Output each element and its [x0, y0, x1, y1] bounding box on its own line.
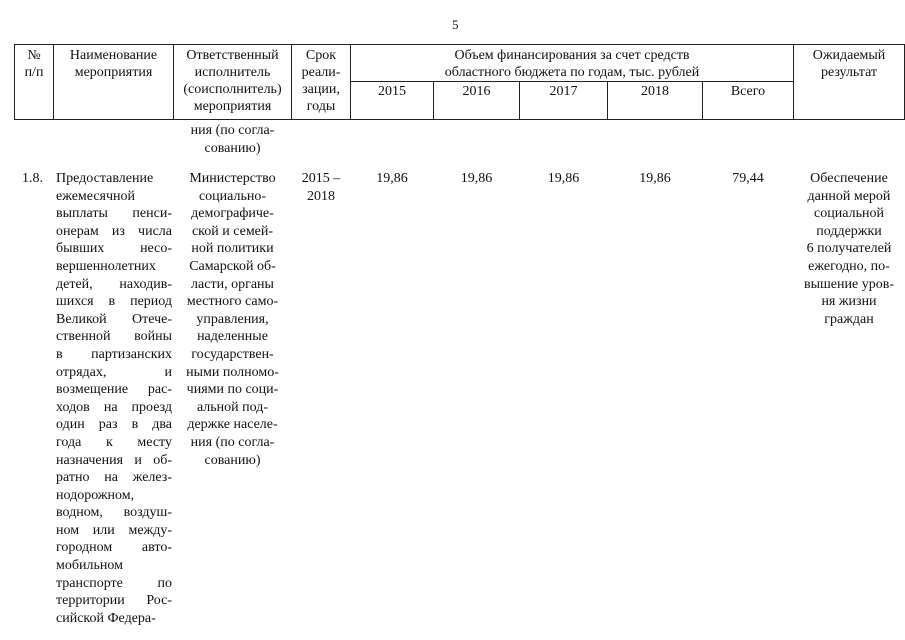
- years-divider: [350, 81, 793, 82]
- result-line: Обеспечение: [810, 171, 888, 186]
- header-col-responsible: Ответственный исполнитель (соисполнитель) мероприятия: [183, 48, 282, 114]
- header-bottom-border: [14, 119, 905, 120]
- responsible-line: государствен-: [191, 346, 274, 362]
- activity-name: [56, 170, 172, 627]
- responsible-line: демографиче-: [191, 206, 274, 222]
- term-line: 2015 –: [301, 171, 341, 186]
- result-line: поддержки: [816, 223, 882, 239]
- responsible-line: ской и семей-: [191, 223, 274, 239]
- activity-name-line: Предоставление: [56, 171, 154, 186]
- header-year-2016: 2016: [462, 84, 491, 99]
- responsible-line: чиями по соци-: [186, 382, 279, 398]
- activity-name-line: водном, воздуш-: [56, 505, 172, 521]
- activity-name-line: городном авто-: [56, 540, 172, 556]
- activity-name-line: нодорожном,: [56, 487, 135, 503]
- responsible-line: управления,: [196, 311, 269, 327]
- responsible-line: наделенные: [197, 329, 268, 345]
- activity-name-line: ном или между-: [56, 522, 172, 538]
- header-col-name: Наименование мероприятия: [69, 48, 158, 80]
- activity-name-line: мобильном: [56, 558, 123, 574]
- header-year-2017: 2017: [549, 84, 578, 99]
- responsible-continuation: ния (по согла- сованию): [190, 123, 275, 156]
- responsible-line: ной политики: [191, 241, 274, 257]
- activity-name-line: возмещение рас-: [56, 382, 172, 398]
- expected-result: [794, 170, 904, 328]
- activity-name-line: сийской Федера-: [56, 610, 156, 626]
- activity-name-line: шихся в период: [56, 294, 172, 310]
- value-2017: 19,86: [547, 171, 580, 186]
- header-col-term: Срок реали- зации, годы: [301, 48, 341, 114]
- activity-name-line: выплаты пенси-: [56, 206, 172, 222]
- responsible-line: ласти, органы: [191, 276, 274, 292]
- header-total: Всего: [730, 84, 766, 99]
- responsible-line: Самарской об-: [189, 258, 276, 274]
- table-header: [0, 0, 905, 120]
- header-col-funding: Объем финансирования за счет средств областного бюджета по годам, тыс. рублей: [444, 48, 700, 80]
- page-number: 5: [452, 17, 459, 32]
- header-col-result: Ожидаемый результат: [812, 48, 886, 80]
- result-line: ня жизни: [821, 294, 877, 310]
- activity-name-line: один раз в два: [56, 417, 172, 433]
- activity-name-line: назначения и об-: [56, 452, 172, 468]
- responsible-line: местного само-: [186, 294, 279, 310]
- header-col-number: № п/п: [24, 48, 44, 80]
- term-line: 2018: [307, 188, 335, 204]
- responsible-line: социально-: [198, 188, 267, 204]
- value-2018: 19,86: [639, 171, 671, 186]
- result-line: ежегодно, по-: [808, 258, 890, 274]
- value-2015: 19,86: [376, 171, 408, 186]
- result-line: данной мерой: [807, 188, 891, 204]
- responsible-line: ния (по согла-: [190, 434, 275, 450]
- activity-name-line: детей, находив-: [56, 276, 172, 292]
- value-2016: 19,86: [460, 171, 493, 186]
- result-line: граждан: [824, 311, 874, 327]
- header-top-border: [14, 44, 905, 45]
- activity-name-line: Великой Отече-: [56, 311, 172, 327]
- row-number: 1.8.: [22, 171, 43, 186]
- result-line: 6 получателей: [806, 241, 892, 257]
- responsible-line: сованию): [204, 452, 261, 468]
- result-line: социальной: [814, 206, 884, 222]
- implementation-term: [292, 170, 350, 205]
- activity-name-line: ежемесячной: [56, 188, 136, 204]
- activity-name-line: ходов на проезд: [56, 399, 172, 415]
- activity-name-line: ственной войны: [56, 329, 172, 345]
- responsible-executor: [174, 170, 291, 469]
- activity-name-line: года к месту: [56, 434, 172, 450]
- activity-name-line: бывших несо-: [56, 241, 172, 257]
- activity-name-line: онерам из числа: [56, 223, 172, 239]
- header-year-2015: 2015: [378, 84, 406, 99]
- value-total: 79,44: [732, 171, 764, 186]
- activity-name-line: в партизанских: [56, 346, 172, 362]
- activity-name-line: ратно на желез-: [56, 470, 172, 486]
- responsible-line: альной под-: [196, 399, 269, 415]
- responsible-line: Министерство: [189, 171, 276, 186]
- activity-name-line: вершеннолетних: [56, 258, 156, 274]
- responsible-line: ными полномо-: [186, 364, 279, 380]
- activity-name-line: территории Рос-: [56, 593, 172, 609]
- responsible-line: держке населе-: [187, 417, 278, 433]
- activity-name-line: отрядах, и: [56, 364, 172, 380]
- activity-name-line: транспорте по: [56, 575, 172, 591]
- result-line: вышение уров-: [804, 276, 894, 292]
- header-year-2018: 2018: [641, 84, 669, 99]
